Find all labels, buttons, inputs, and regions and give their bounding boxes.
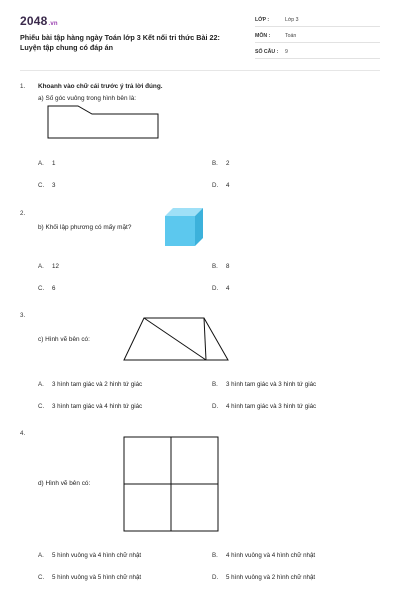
header-divider bbox=[20, 70, 380, 71]
option-a[interactable]: A. 1 bbox=[38, 160, 56, 167]
question-prompt: c) Hình vẽ bên có: bbox=[38, 336, 90, 343]
meta-value: Lớp 3 bbox=[285, 16, 299, 23]
option-b[interactable]: B. 2 bbox=[212, 160, 230, 167]
option-a[interactable]: A. 5 hình vuông và 4 hình chữ nhật bbox=[38, 552, 142, 559]
logo-suffix: .vn bbox=[48, 21, 58, 27]
question-number: 4. bbox=[20, 430, 26, 437]
meta-row-subject bbox=[255, 29, 380, 43]
option-b[interactable]: B. 8 bbox=[212, 263, 230, 270]
option-d[interactable]: D. 5 hình vuông và 2 hình chữ nhật bbox=[212, 574, 316, 581]
meta-value: 9 bbox=[285, 48, 288, 55]
meta-label: MÔN : bbox=[255, 32, 271, 39]
option-d[interactable]: D. 4 bbox=[212, 182, 230, 189]
question-prompt: b) Khối lập phương có mấy mặt? bbox=[38, 224, 132, 231]
question-number: 3. bbox=[20, 312, 26, 319]
question-number: 2. bbox=[20, 210, 26, 217]
meta-row-class bbox=[255, 13, 380, 27]
question-prompt: a) Số góc vuông trong hình bên là: bbox=[38, 95, 137, 102]
worksheet-meta bbox=[255, 13, 380, 61]
question-number: 1. bbox=[20, 83, 26, 90]
grid-square-figure bbox=[122, 435, 220, 533]
option-a[interactable]: A. 12 bbox=[38, 263, 59, 270]
meta-value: Toán bbox=[285, 32, 297, 39]
option-c[interactable]: C. 3 hình tam giác và 4 hình tứ giác bbox=[38, 403, 143, 410]
polygon-figure bbox=[44, 104, 162, 140]
option-c[interactable]: C. 5 hình vuông và 5 hình chữ nhật bbox=[38, 574, 142, 581]
meta-label: SỐ CÂU : bbox=[255, 48, 279, 55]
option-a[interactable]: A. 3 hình tam giác và 2 hình tứ giác bbox=[38, 381, 143, 388]
option-d[interactable]: D. 4 bbox=[212, 285, 230, 292]
option-c[interactable]: C. 6 bbox=[38, 285, 56, 292]
question-instruction: Khoanh vào chữ cái trước ý trả lời đúng. bbox=[38, 83, 163, 90]
logo-text: 2048 bbox=[20, 14, 48, 28]
trapezoid-figure bbox=[120, 314, 232, 364]
option-b[interactable]: B. 3 hình tam giác và 3 hình tứ giác bbox=[212, 381, 317, 388]
meta-row-count bbox=[255, 45, 380, 59]
question-prompt: d) Hình vẽ bên có: bbox=[38, 480, 91, 487]
worksheet-title: Phiếu bài tập hàng ngày Toán lớp 3 Kết nối tri thức Bài 22: Luyện tập chung có đáp án bbox=[20, 33, 220, 52]
cube-figure bbox=[163, 206, 205, 248]
meta-label: LỚP : bbox=[255, 16, 270, 23]
option-c[interactable]: C. 3 bbox=[38, 182, 56, 189]
option-d[interactable]: D. 4 hình tam giác và 3 hình tứ giác bbox=[212, 403, 317, 410]
site-logo[interactable] bbox=[20, 14, 58, 28]
option-b[interactable]: B. 4 hình vuông và 4 hình chữ nhật bbox=[212, 552, 316, 559]
